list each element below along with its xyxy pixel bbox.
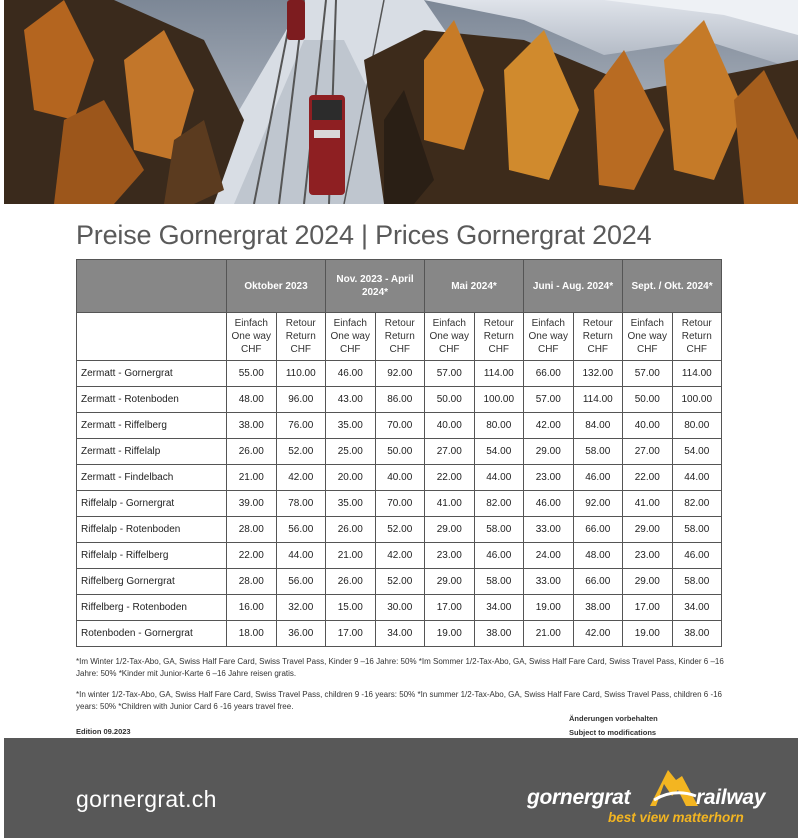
price-cell: 52.00 — [375, 517, 425, 543]
price-cell: 100.00 — [474, 387, 524, 413]
price-cell: 35.00 — [326, 491, 376, 517]
route-cell: Zermatt - Findelbach — [77, 465, 227, 491]
brand-logo — [524, 764, 784, 834]
price-cell: 36.00 — [276, 621, 326, 647]
price-cell: 32.00 — [276, 595, 326, 621]
price-cell: 48.00 — [573, 543, 623, 569]
price-cell: 29.00 — [425, 569, 475, 595]
price-cell: 40.00 — [375, 465, 425, 491]
price-cell: 46.00 — [326, 361, 376, 387]
price-cell: 82.00 — [672, 491, 722, 517]
price-cell: 66.00 — [524, 361, 574, 387]
price-cell: 16.00 — [227, 595, 277, 621]
price-cell: 33.00 — [524, 517, 574, 543]
price-cell: 54.00 — [672, 439, 722, 465]
price-cell: 28.00 — [227, 569, 277, 595]
price-cell: 23.00 — [425, 543, 475, 569]
table-subheader-row — [77, 313, 722, 361]
subheader-return-en: Return — [285, 331, 316, 342]
price-cell: 44.00 — [276, 543, 326, 569]
price-cell: 92.00 — [573, 491, 623, 517]
price-cell: 42.00 — [573, 621, 623, 647]
price-cell: 48.00 — [227, 387, 277, 413]
period-header: Nov. 2023 - April 2024* — [326, 260, 425, 313]
period-header: Oktober 2023 — [227, 260, 326, 313]
subheader-oneway-en: One way — [429, 331, 469, 342]
price-cell: 57.00 — [623, 361, 673, 387]
period-header: Sept. / Okt. 2024* — [623, 260, 722, 313]
price-cell: 42.00 — [276, 465, 326, 491]
price-cell: 56.00 — [276, 569, 326, 595]
price-cell: 92.00 — [375, 361, 425, 387]
table-row — [77, 465, 722, 491]
table-row — [77, 361, 722, 387]
subheader-oneway-de: Einfach — [234, 318, 268, 329]
price-cell: 43.00 — [326, 387, 376, 413]
table-row — [77, 491, 722, 517]
price-cell: 54.00 — [474, 439, 524, 465]
price-cell: 38.00 — [474, 621, 524, 647]
price-cell: 19.00 — [524, 595, 574, 621]
price-cell: 35.00 — [326, 413, 376, 439]
price-cell: 50.00 — [623, 387, 673, 413]
price-cell: 27.00 — [425, 439, 475, 465]
price-cell: 29.00 — [623, 569, 673, 595]
route-cell: Zermatt - Rotenboden — [77, 387, 227, 413]
subheader-oneway — [524, 313, 574, 361]
subheader-return-en: Return — [483, 331, 514, 342]
subheader-oneway-de: Einfach — [333, 318, 367, 329]
price-cell: 21.00 — [524, 621, 574, 647]
route-cell: Riffelberg - Rotenboden — [77, 595, 227, 621]
price-cell: 100.00 — [672, 387, 722, 413]
table-row — [77, 569, 722, 595]
subheader-oneway — [623, 313, 673, 361]
subheader-currency: CHF — [488, 344, 510, 355]
price-cell: 58.00 — [672, 569, 722, 595]
price-cell: 58.00 — [672, 517, 722, 543]
subheader-return-en: Return — [384, 331, 415, 342]
price-cell: 78.00 — [276, 491, 326, 517]
price-cell: 70.00 — [375, 491, 425, 517]
price-cell: 70.00 — [375, 413, 425, 439]
route-cell: Riffelalp - Rotenboden — [77, 517, 227, 543]
price-cell: 20.00 — [326, 465, 376, 491]
subheader-oneway-en: One way — [528, 331, 568, 342]
header-route-blank — [77, 260, 227, 313]
table-row — [77, 595, 722, 621]
page-title: Preise Gornergrat 2024 | Prices Gornergrat 2024 — [76, 220, 652, 250]
price-cell: 44.00 — [672, 465, 722, 491]
price-cell: 25.00 — [326, 439, 376, 465]
price-cell: 22.00 — [623, 465, 673, 491]
price-cell: 15.00 — [326, 595, 376, 621]
price-cell: 55.00 — [227, 361, 277, 387]
price-cell: 46.00 — [672, 543, 722, 569]
table-row — [77, 439, 722, 465]
subheader-return-de: Retour — [681, 318, 712, 329]
price-cell: 50.00 — [375, 439, 425, 465]
price-cell: 19.00 — [425, 621, 475, 647]
price-cell: 28.00 — [227, 517, 277, 543]
price-cell: 23.00 — [524, 465, 574, 491]
subheader-currency: CHF — [587, 344, 609, 355]
price-cell: 57.00 — [425, 361, 475, 387]
route-cell: Zermatt - Riffelalp — [77, 439, 227, 465]
subheader-oneway-de: Einfach — [630, 318, 664, 329]
price-cell: 21.00 — [326, 543, 376, 569]
price-cell: 26.00 — [326, 569, 376, 595]
subheader-currency: CHF — [636, 344, 658, 355]
subheader-oneway-en: One way — [627, 331, 667, 342]
subheader-return — [573, 313, 623, 361]
table-header-row — [77, 260, 722, 313]
brand-slogan: best view matterhorn — [608, 810, 744, 825]
subheader-currency: CHF — [240, 344, 262, 355]
price-table — [76, 259, 722, 647]
price-cell: 114.00 — [672, 361, 722, 387]
price-cell: 26.00 — [227, 439, 277, 465]
period-header: Mai 2024* — [425, 260, 524, 313]
subheader-return-de: Retour — [483, 318, 514, 329]
brand-word-gornergrat: gornergrat — [527, 786, 631, 809]
price-cell: 41.00 — [623, 491, 673, 517]
subheader-return — [672, 313, 722, 361]
price-cell: 96.00 — [276, 387, 326, 413]
price-cell: 17.00 — [326, 621, 376, 647]
price-cell: 34.00 — [672, 595, 722, 621]
price-cell: 66.00 — [573, 517, 623, 543]
footer — [4, 738, 798, 838]
price-cell: 50.00 — [425, 387, 475, 413]
table-row — [77, 517, 722, 543]
price-cell: 38.00 — [672, 621, 722, 647]
subheader-oneway — [425, 313, 475, 361]
subheader-return-de: Retour — [285, 318, 316, 329]
price-cell: 18.00 — [227, 621, 277, 647]
price-cell: 42.00 — [375, 543, 425, 569]
price-cell: 58.00 — [474, 569, 524, 595]
table-row — [77, 543, 722, 569]
price-cell: 84.00 — [573, 413, 623, 439]
price-cell: 41.00 — [425, 491, 475, 517]
price-cell: 76.00 — [276, 413, 326, 439]
subheader-return-en: Return — [582, 331, 613, 342]
route-cell: Riffelalp - Gornergrat — [77, 491, 227, 517]
price-cell: 56.00 — [276, 517, 326, 543]
price-cell: 42.00 — [524, 413, 574, 439]
matterhorn-logo-icon — [646, 766, 702, 815]
subheader-currency: CHF — [537, 344, 559, 355]
subheader-return — [474, 313, 524, 361]
modifications-german: Änderungen vorbehalten — [569, 714, 658, 723]
edition-label: Edition 09.2023 — [76, 727, 131, 736]
price-cell: 17.00 — [623, 595, 673, 621]
price-cell: 26.00 — [326, 517, 376, 543]
footnote-english: *In winter 1/2-Tax-Abo, GA, Swiss Half Fare Card, Swiss Travel Pass, children 9 -16 years: 50% *In summer 1/2-Tax-Abo, GA, Swiss Half Fare Card, Swiss Travel Pass, children 6 -16 years: 50% *Children with Junior Card 6 -16 years travel free. — [76, 690, 723, 711]
subheader-currency: CHF — [339, 344, 361, 355]
price-cell: 27.00 — [623, 439, 673, 465]
subheader-oneway — [227, 313, 277, 361]
price-cell: 52.00 — [375, 569, 425, 595]
price-cell: 34.00 — [474, 595, 524, 621]
price-cell: 40.00 — [425, 413, 475, 439]
price-cell: 38.00 — [573, 595, 623, 621]
price-cell: 46.00 — [524, 491, 574, 517]
price-cell: 21.00 — [227, 465, 277, 491]
price-cell: 30.00 — [375, 595, 425, 621]
price-cell: 114.00 — [573, 387, 623, 413]
route-cell: Riffelberg Gornergrat — [77, 569, 227, 595]
modifications-english: Subject to modifications — [569, 728, 657, 737]
price-cell: 29.00 — [623, 517, 673, 543]
price-cell: 17.00 — [425, 595, 475, 621]
price-cell: 39.00 — [227, 491, 277, 517]
subheader-currency: CHF — [686, 344, 708, 355]
price-cell: 22.00 — [227, 543, 277, 569]
subheader-return — [375, 313, 425, 361]
price-cell: 80.00 — [672, 413, 722, 439]
table-row — [77, 413, 722, 439]
price-cell: 58.00 — [474, 517, 524, 543]
subheader-currency: CHF — [389, 344, 411, 355]
price-cell: 24.00 — [524, 543, 574, 569]
subheader-oneway-en: One way — [231, 331, 271, 342]
subheader-return — [276, 313, 326, 361]
price-cell: 23.00 — [623, 543, 673, 569]
table-row — [77, 621, 722, 647]
route-cell: Zermatt - Riffelberg — [77, 413, 227, 439]
subheader-oneway-de: Einfach — [531, 318, 565, 329]
subheader-return-en: Return — [681, 331, 712, 342]
price-cell: 44.00 — [474, 465, 524, 491]
table-body — [77, 361, 722, 647]
subheader-oneway-de: Einfach — [432, 318, 466, 329]
period-header: Juni - Aug. 2024* — [524, 260, 623, 313]
price-cell: 46.00 — [474, 543, 524, 569]
price-cell: 22.00 — [425, 465, 475, 491]
price-cell: 58.00 — [573, 439, 623, 465]
price-cell: 33.00 — [524, 569, 574, 595]
route-cell: Zermatt - Gornergrat — [77, 361, 227, 387]
price-cell: 46.00 — [573, 465, 623, 491]
subheader-oneway-en: One way — [330, 331, 370, 342]
price-cell: 29.00 — [524, 439, 574, 465]
route-cell: Riffelalp - Riffelberg — [77, 543, 227, 569]
subheader-currency: CHF — [290, 344, 312, 355]
price-cell: 132.00 — [573, 361, 623, 387]
price-cell: 34.00 — [375, 621, 425, 647]
price-cell: 19.00 — [623, 621, 673, 647]
subheader-route-blank — [77, 313, 227, 361]
price-cell: 82.00 — [474, 491, 524, 517]
price-cell: 80.00 — [474, 413, 524, 439]
hero-photo — [4, 0, 798, 204]
price-cell: 38.00 — [227, 413, 277, 439]
website-link[interactable]: gornergrat.ch — [76, 786, 217, 812]
footnote-german: *Im Winter 1/2-Tax-Abo, GA, Swiss Half Fare Card, Swiss Travel Pass, Kinder 9 –16 Jahre: 50% *Im Sommer 1/2-Tax-Abo, GA, Swiss Half Fare Card, Swiss Travel Pass, Kinder 6 –16 Jahre: 50% *Kinder mit Junior-Karte 6 –16 Jahre reisen gratis. — [76, 657, 724, 678]
price-cell: 57.00 — [524, 387, 574, 413]
subheader-oneway — [326, 313, 376, 361]
price-cell: 114.00 — [474, 361, 524, 387]
price-cell: 66.00 — [573, 569, 623, 595]
price-cell: 110.00 — [276, 361, 326, 387]
subheader-return-de: Retour — [384, 318, 415, 329]
price-cell: 86.00 — [375, 387, 425, 413]
brand-word-railway: railway — [696, 786, 766, 809]
route-cell: Rotenboden - Gornergrat — [77, 621, 227, 647]
modifications-note — [569, 712, 658, 740]
price-cell: 52.00 — [276, 439, 326, 465]
price-cell: 40.00 — [623, 413, 673, 439]
subheader-currency: CHF — [438, 344, 460, 355]
subheader-return-de: Retour — [582, 318, 613, 329]
price-cell: 29.00 — [425, 517, 475, 543]
table-row — [77, 387, 722, 413]
